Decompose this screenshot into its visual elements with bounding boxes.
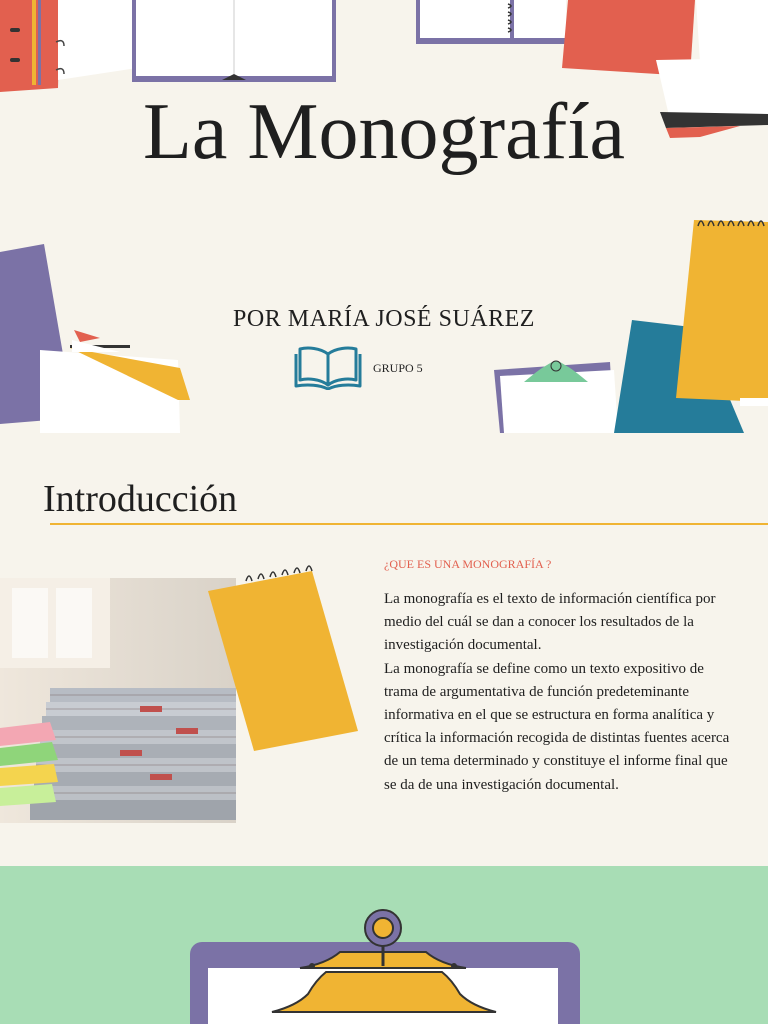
introduction-slide (0, 433, 768, 866)
paragraph: La monografía es el texto de información científica por medio del cuál se dan a conocer los resultados de la investigación documental. (384, 591, 716, 654)
presentation-title: La Monografía (142, 88, 626, 176)
author-name: POR MARÍA JOSÉ SUÁREZ (233, 306, 535, 332)
group-label: GRUPO 5 (373, 361, 423, 375)
section-heading: Introducción (43, 478, 238, 520)
title-slide (0, 0, 768, 433)
question-heading: ¿QUE ES UNA MONOGRAFÍA ? (384, 557, 552, 571)
next-slide-preview (0, 866, 768, 1024)
open-book-icon (294, 344, 362, 390)
yellow-notepad-shape (200, 563, 365, 753)
spiral-notebook-shape (416, 0, 566, 44)
open-notebook-shape (132, 0, 336, 82)
body-text (384, 588, 734, 797)
heading-divider (50, 523, 768, 525)
clipboard-shape (0, 866, 768, 1024)
purple-folder-shape (0, 244, 190, 433)
paragraph: La monografía se define como un texto expositivo de trama de argumentativa de función predeteminante informativa en el que se estructura en forma analítica y crítica la información recogida de distintas fuentes acerca de un tema determinado y constituye el informe final que se da de una investigación documental. (384, 660, 730, 793)
